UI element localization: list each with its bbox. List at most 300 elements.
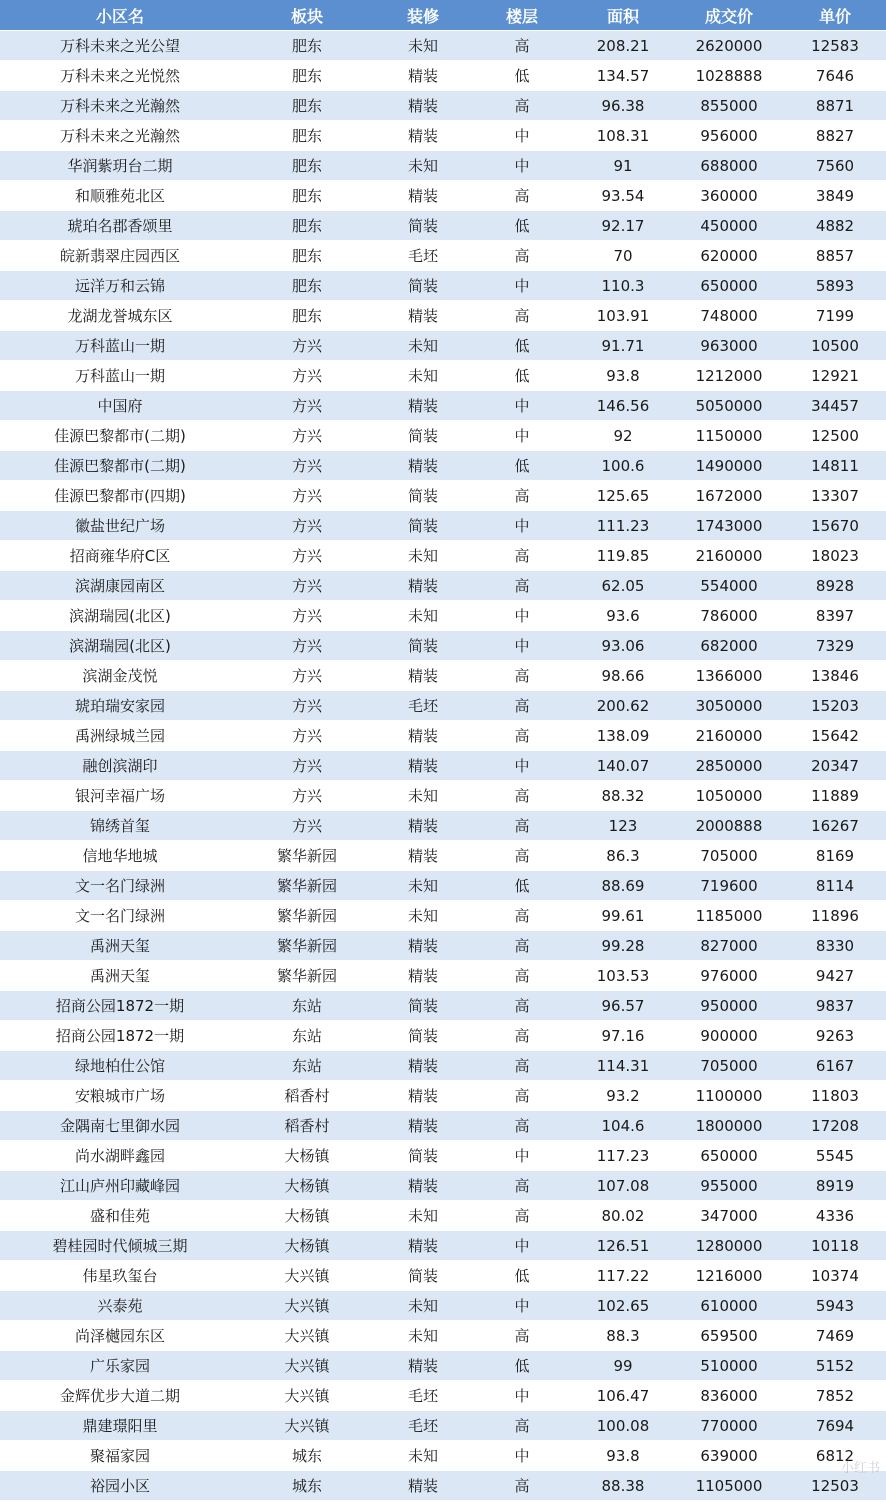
cell-deal-price: 1800000 [674, 1111, 784, 1141]
cell-community-name: 兴泰苑 [0, 1291, 240, 1321]
cell-community-name: 文一名门绿洲 [0, 901, 240, 931]
table-row [0, 31, 886, 61]
cell-community-name: 广乐家园 [0, 1351, 240, 1381]
cell-community-name: 万科未来之光瀚然 [0, 121, 240, 151]
cell-floor: 高 [472, 301, 572, 331]
cell-area: 106.47 [572, 1381, 674, 1411]
cell-floor: 高 [472, 661, 572, 691]
cell-decoration: 精装 [374, 661, 472, 691]
cell-decoration: 简装 [374, 211, 472, 241]
cell-area: 208.21 [572, 31, 674, 61]
cell-floor: 低 [472, 211, 572, 241]
cell-district: 大兴镇 [240, 1291, 374, 1321]
cell-district: 肥东 [240, 241, 374, 271]
cell-community-name: 禹洲天玺 [0, 961, 240, 991]
cell-deal-price: 1490000 [674, 451, 784, 481]
cell-unit-price: 12503 [784, 1471, 886, 1501]
cell-deal-price: 1743000 [674, 511, 784, 541]
cell-district: 东站 [240, 991, 374, 1021]
table-row [0, 451, 886, 481]
cell-unit-price: 7646 [784, 61, 886, 91]
table-row [0, 1291, 886, 1321]
cell-unit-price: 10500 [784, 331, 886, 361]
cell-decoration: 精装 [374, 1471, 472, 1501]
cell-community-name: 信地华地城 [0, 841, 240, 871]
cell-district: 肥东 [240, 211, 374, 241]
cell-deal-price: 2160000 [674, 541, 784, 571]
cell-unit-price: 8330 [784, 931, 886, 961]
cell-deal-price: 682000 [674, 631, 784, 661]
cell-deal-price: 2000888 [674, 811, 784, 841]
cell-deal-price: 659500 [674, 1321, 784, 1351]
cell-unit-price: 4336 [784, 1201, 886, 1231]
cell-unit-price: 7694 [784, 1411, 886, 1441]
cell-floor: 高 [472, 1471, 572, 1501]
cell-district: 大杨镇 [240, 1231, 374, 1261]
table-row [0, 1351, 886, 1381]
cell-floor: 中 [472, 1381, 572, 1411]
cell-floor: 高 [472, 991, 572, 1021]
cell-deal-price: 950000 [674, 991, 784, 1021]
cell-community-name: 琥珀名郡香颂里 [0, 211, 240, 241]
header-community-name: 小区名 [0, 0, 240, 31]
cell-area: 134.57 [572, 61, 674, 91]
cell-area: 102.65 [572, 1291, 674, 1321]
cell-decoration: 精装 [374, 751, 472, 781]
cell-community-name: 招商雍华府C区 [0, 541, 240, 571]
cell-unit-price: 5943 [784, 1291, 886, 1321]
cell-community-name: 佳源巴黎都市(二期) [0, 421, 240, 451]
cell-floor: 高 [472, 481, 572, 511]
cell-area: 103.53 [572, 961, 674, 991]
cell-area: 96.38 [572, 91, 674, 121]
cell-floor: 高 [472, 181, 572, 211]
cell-deal-price: 900000 [674, 1021, 784, 1051]
cell-district: 方兴 [240, 481, 374, 511]
table-row [0, 781, 886, 811]
cell-decoration: 精装 [374, 301, 472, 331]
cell-community-name: 龙湖龙誉城东区 [0, 301, 240, 331]
header-decoration: 装修 [374, 0, 472, 31]
table-row [0, 991, 886, 1021]
cell-area: 98.66 [572, 661, 674, 691]
cell-decoration: 毛坯 [374, 1411, 472, 1441]
cell-community-name: 裕园小区 [0, 1471, 240, 1501]
cell-area: 107.08 [572, 1171, 674, 1201]
cell-area: 110.3 [572, 271, 674, 301]
cell-deal-price: 705000 [674, 841, 784, 871]
cell-floor: 高 [472, 1021, 572, 1051]
cell-area: 92 [572, 421, 674, 451]
cell-area: 138.09 [572, 721, 674, 751]
table-row [0, 241, 886, 271]
cell-community-name: 绿地柏仕公馆 [0, 1051, 240, 1081]
cell-unit-price: 15642 [784, 721, 886, 751]
cell-floor: 高 [472, 1111, 572, 1141]
cell-deal-price: 855000 [674, 91, 784, 121]
table-row [0, 931, 886, 961]
cell-district: 肥东 [240, 61, 374, 91]
cell-area: 103.91 [572, 301, 674, 331]
cell-deal-price: 3050000 [674, 691, 784, 721]
table-row [0, 301, 886, 331]
cell-unit-price: 6812 [784, 1441, 886, 1471]
cell-area: 91 [572, 151, 674, 181]
cell-area: 88.69 [572, 871, 674, 901]
cell-decoration: 简装 [374, 271, 472, 301]
cell-unit-price: 14811 [784, 451, 886, 481]
cell-deal-price: 1050000 [674, 781, 784, 811]
table-row [0, 331, 886, 361]
cell-area: 88.38 [572, 1471, 674, 1501]
cell-decoration: 毛坯 [374, 241, 472, 271]
cell-area: 93.8 [572, 1441, 674, 1471]
cell-deal-price: 827000 [674, 931, 784, 961]
cell-deal-price: 748000 [674, 301, 784, 331]
cell-decoration: 未知 [374, 601, 472, 631]
cell-floor: 高 [472, 901, 572, 931]
cell-decoration: 精装 [374, 1081, 472, 1111]
cell-community-name: 融创滨湖印 [0, 751, 240, 781]
table-row [0, 871, 886, 901]
cell-area: 123 [572, 811, 674, 841]
cell-area: 62.05 [572, 571, 674, 601]
cell-district: 方兴 [240, 541, 374, 571]
cell-decoration: 未知 [374, 871, 472, 901]
cell-district: 稻香村 [240, 1111, 374, 1141]
cell-unit-price: 13846 [784, 661, 886, 691]
cell-unit-price: 8919 [784, 1171, 886, 1201]
cell-floor: 中 [472, 271, 572, 301]
cell-district: 东站 [240, 1021, 374, 1051]
cell-community-name: 中国府 [0, 391, 240, 421]
cell-community-name: 和顺雅苑北区 [0, 181, 240, 211]
cell-district: 肥东 [240, 301, 374, 331]
cell-unit-price: 15203 [784, 691, 886, 721]
cell-unit-price: 20347 [784, 751, 886, 781]
table-row [0, 721, 886, 751]
cell-district: 方兴 [240, 511, 374, 541]
header-row [0, 0, 886, 31]
cell-decoration: 未知 [374, 1291, 472, 1321]
cell-area: 111.23 [572, 511, 674, 541]
cell-floor: 中 [472, 1441, 572, 1471]
cell-deal-price: 360000 [674, 181, 784, 211]
cell-floor: 高 [472, 241, 572, 271]
cell-area: 70 [572, 241, 674, 271]
cell-floor: 高 [472, 811, 572, 841]
cell-area: 126.51 [572, 1231, 674, 1261]
cell-deal-price: 688000 [674, 151, 784, 181]
cell-community-name: 尚泽樾园东区 [0, 1321, 240, 1351]
cell-district: 方兴 [240, 361, 374, 391]
cell-floor: 中 [472, 511, 572, 541]
cell-floor: 低 [472, 1261, 572, 1291]
table-row [0, 541, 886, 571]
cell-floor: 高 [472, 1051, 572, 1081]
cell-unit-price: 4882 [784, 211, 886, 241]
cell-area: 97.16 [572, 1021, 674, 1051]
cell-district: 东站 [240, 1051, 374, 1081]
header-area: 面积 [572, 0, 674, 31]
cell-floor: 低 [472, 61, 572, 91]
cell-district: 方兴 [240, 331, 374, 361]
cell-unit-price: 12921 [784, 361, 886, 391]
table-body [0, 31, 886, 1501]
cell-floor: 高 [472, 1171, 572, 1201]
cell-deal-price: 770000 [674, 1411, 784, 1441]
cell-district: 方兴 [240, 781, 374, 811]
cell-area: 86.3 [572, 841, 674, 871]
cell-unit-price: 13307 [784, 481, 886, 511]
cell-district: 大杨镇 [240, 1171, 374, 1201]
cell-decoration: 简装 [374, 511, 472, 541]
cell-deal-price: 1366000 [674, 661, 784, 691]
header-floor: 楼层 [472, 0, 572, 31]
cell-district: 方兴 [240, 631, 374, 661]
cell-district: 方兴 [240, 811, 374, 841]
cell-unit-price: 34457 [784, 391, 886, 421]
cell-unit-price: 5152 [784, 1351, 886, 1381]
cell-decoration: 简装 [374, 1261, 472, 1291]
cell-deal-price: 450000 [674, 211, 784, 241]
cell-unit-price: 8871 [784, 91, 886, 121]
cell-deal-price: 786000 [674, 601, 784, 631]
cell-deal-price: 620000 [674, 241, 784, 271]
cell-community-name: 徽盐世纪广场 [0, 511, 240, 541]
cell-area: 104.6 [572, 1111, 674, 1141]
cell-district: 稻香村 [240, 1081, 374, 1111]
cell-community-name: 万科未来之光公望 [0, 31, 240, 61]
cell-unit-price: 7560 [784, 151, 886, 181]
cell-district: 大杨镇 [240, 1201, 374, 1231]
table-header [0, 0, 886, 31]
cell-community-name: 招商公园1872一期 [0, 1021, 240, 1051]
cell-area: 99 [572, 1351, 674, 1381]
cell-district: 肥东 [240, 121, 374, 151]
cell-unit-price: 9427 [784, 961, 886, 991]
cell-community-name: 金辉优步大道二期 [0, 1381, 240, 1411]
cell-deal-price: 2850000 [674, 751, 784, 781]
cell-floor: 中 [472, 1231, 572, 1261]
cell-area: 93.2 [572, 1081, 674, 1111]
table-row [0, 1261, 886, 1291]
cell-floor: 高 [472, 1321, 572, 1351]
cell-decoration: 毛坯 [374, 1381, 472, 1411]
cell-unit-price: 7199 [784, 301, 886, 331]
cell-district: 城东 [240, 1441, 374, 1471]
cell-area: 140.07 [572, 751, 674, 781]
cell-deal-price: 1100000 [674, 1081, 784, 1111]
cell-area: 88.3 [572, 1321, 674, 1351]
cell-community-name: 万科蓝山一期 [0, 331, 240, 361]
cell-unit-price: 11803 [784, 1081, 886, 1111]
cell-deal-price: 610000 [674, 1291, 784, 1321]
cell-floor: 高 [472, 691, 572, 721]
cell-deal-price: 956000 [674, 121, 784, 151]
table-row [0, 1081, 886, 1111]
cell-area: 93.54 [572, 181, 674, 211]
cell-floor: 中 [472, 151, 572, 181]
cell-floor: 低 [472, 331, 572, 361]
cell-decoration: 毛坯 [374, 691, 472, 721]
cell-area: 119.85 [572, 541, 674, 571]
cell-decoration: 精装 [374, 181, 472, 211]
cell-decoration: 简装 [374, 991, 472, 1021]
cell-decoration: 精装 [374, 91, 472, 121]
table-row [0, 1051, 886, 1081]
table-row [0, 631, 886, 661]
cell-area: 93.06 [572, 631, 674, 661]
table-row [0, 1231, 886, 1261]
cell-decoration: 未知 [374, 1201, 472, 1231]
cell-floor: 中 [472, 1291, 572, 1321]
cell-unit-price: 16267 [784, 811, 886, 841]
cell-floor: 高 [472, 571, 572, 601]
table-row [0, 1201, 886, 1231]
cell-floor: 中 [472, 631, 572, 661]
cell-deal-price: 955000 [674, 1171, 784, 1201]
cell-district: 方兴 [240, 661, 374, 691]
cell-decoration: 未知 [374, 361, 472, 391]
cell-community-name: 皖新翡翠庄园西区 [0, 241, 240, 271]
table-row [0, 1381, 886, 1411]
cell-decoration: 精装 [374, 571, 472, 601]
cell-district: 大兴镇 [240, 1261, 374, 1291]
table-row [0, 421, 886, 451]
cell-deal-price: 5050000 [674, 391, 784, 421]
cell-community-name: 万科蓝山一期 [0, 361, 240, 391]
cell-deal-price: 1028888 [674, 61, 784, 91]
cell-unit-price: 17208 [784, 1111, 886, 1141]
table-row [0, 211, 886, 241]
cell-district: 繁华新园 [240, 931, 374, 961]
table-row [0, 841, 886, 871]
cell-deal-price: 2620000 [674, 31, 784, 61]
cell-floor: 中 [472, 421, 572, 451]
table-row [0, 1471, 886, 1501]
cell-floor: 高 [472, 1201, 572, 1231]
cell-deal-price: 836000 [674, 1381, 784, 1411]
cell-community-name: 江山庐州印藏峰园 [0, 1171, 240, 1201]
table-row [0, 151, 886, 181]
table-row [0, 571, 886, 601]
table-row [0, 601, 886, 631]
cell-floor: 中 [472, 121, 572, 151]
cell-decoration: 精装 [374, 391, 472, 421]
cell-district: 肥东 [240, 151, 374, 181]
cell-community-name: 碧桂园时代倾城三期 [0, 1231, 240, 1261]
cell-area: 92.17 [572, 211, 674, 241]
cell-community-name: 滨湖金茂悦 [0, 661, 240, 691]
cell-unit-price: 10118 [784, 1231, 886, 1261]
cell-floor: 低 [472, 451, 572, 481]
cell-decoration: 精装 [374, 1111, 472, 1141]
table-row [0, 1321, 886, 1351]
cell-deal-price: 1212000 [674, 361, 784, 391]
cell-district: 大兴镇 [240, 1321, 374, 1351]
cell-community-name: 禹洲绿城兰园 [0, 721, 240, 751]
cell-community-name: 万科未来之光瀚然 [0, 91, 240, 121]
cell-floor: 高 [472, 31, 572, 61]
cell-deal-price: 976000 [674, 961, 784, 991]
cell-decoration: 未知 [374, 901, 472, 931]
cell-area: 117.22 [572, 1261, 674, 1291]
cell-decoration: 未知 [374, 31, 472, 61]
cell-area: 96.57 [572, 991, 674, 1021]
cell-community-name: 禹洲天玺 [0, 931, 240, 961]
table-row [0, 121, 886, 151]
table-row [0, 481, 886, 511]
cell-unit-price: 12583 [784, 31, 886, 61]
cell-deal-price: 1150000 [674, 421, 784, 451]
cell-unit-price: 8169 [784, 841, 886, 871]
cell-district: 方兴 [240, 571, 374, 601]
cell-decoration: 精装 [374, 1351, 472, 1381]
cell-area: 80.02 [572, 1201, 674, 1231]
cell-unit-price: 3849 [784, 181, 886, 211]
cell-community-name: 尚水湖畔鑫园 [0, 1141, 240, 1171]
cell-deal-price: 639000 [674, 1441, 784, 1471]
cell-district: 方兴 [240, 691, 374, 721]
cell-decoration: 简装 [374, 631, 472, 661]
cell-district: 方兴 [240, 451, 374, 481]
table-row [0, 691, 886, 721]
cell-floor: 高 [472, 1411, 572, 1441]
cell-community-name: 滨湖瑞园(北区) [0, 601, 240, 631]
cell-district: 繁华新园 [240, 871, 374, 901]
table-row [0, 751, 886, 781]
cell-community-name: 滨湖康园南区 [0, 571, 240, 601]
cell-decoration: 精装 [374, 61, 472, 91]
cell-community-name: 招商公园1872一期 [0, 991, 240, 1021]
table-row [0, 901, 886, 931]
table-row [0, 1441, 886, 1471]
cell-area: 100.6 [572, 451, 674, 481]
cell-community-name: 鼎建璟阳里 [0, 1411, 240, 1441]
cell-district: 繁华新园 [240, 901, 374, 931]
cell-district: 方兴 [240, 721, 374, 751]
cell-unit-price: 11889 [784, 781, 886, 811]
cell-deal-price: 510000 [674, 1351, 784, 1381]
cell-decoration: 精装 [374, 1171, 472, 1201]
cell-district: 肥东 [240, 181, 374, 211]
cell-decoration: 未知 [374, 1441, 472, 1471]
cell-community-name: 滨湖瑞园(北区) [0, 631, 240, 661]
cell-unit-price: 7469 [784, 1321, 886, 1351]
cell-decoration: 未知 [374, 781, 472, 811]
cell-decoration: 精装 [374, 841, 472, 871]
table-row [0, 961, 886, 991]
table-row [0, 91, 886, 121]
cell-unit-price: 12500 [784, 421, 886, 451]
cell-community-name: 佳源巴黎都市(二期) [0, 451, 240, 481]
cell-unit-price: 6167 [784, 1051, 886, 1081]
cell-area: 93.6 [572, 601, 674, 631]
table-row [0, 391, 886, 421]
cell-deal-price: 1672000 [674, 481, 784, 511]
table-row [0, 511, 886, 541]
cell-community-name: 远洋万和云锦 [0, 271, 240, 301]
cell-decoration: 精装 [374, 1231, 472, 1261]
cell-floor: 高 [472, 781, 572, 811]
header-deal-price: 成交价 [674, 0, 784, 31]
cell-deal-price: 347000 [674, 1201, 784, 1231]
cell-floor: 低 [472, 1351, 572, 1381]
cell-decoration: 精装 [374, 811, 472, 841]
cell-community-name: 盛和佳苑 [0, 1201, 240, 1231]
table-row [0, 661, 886, 691]
